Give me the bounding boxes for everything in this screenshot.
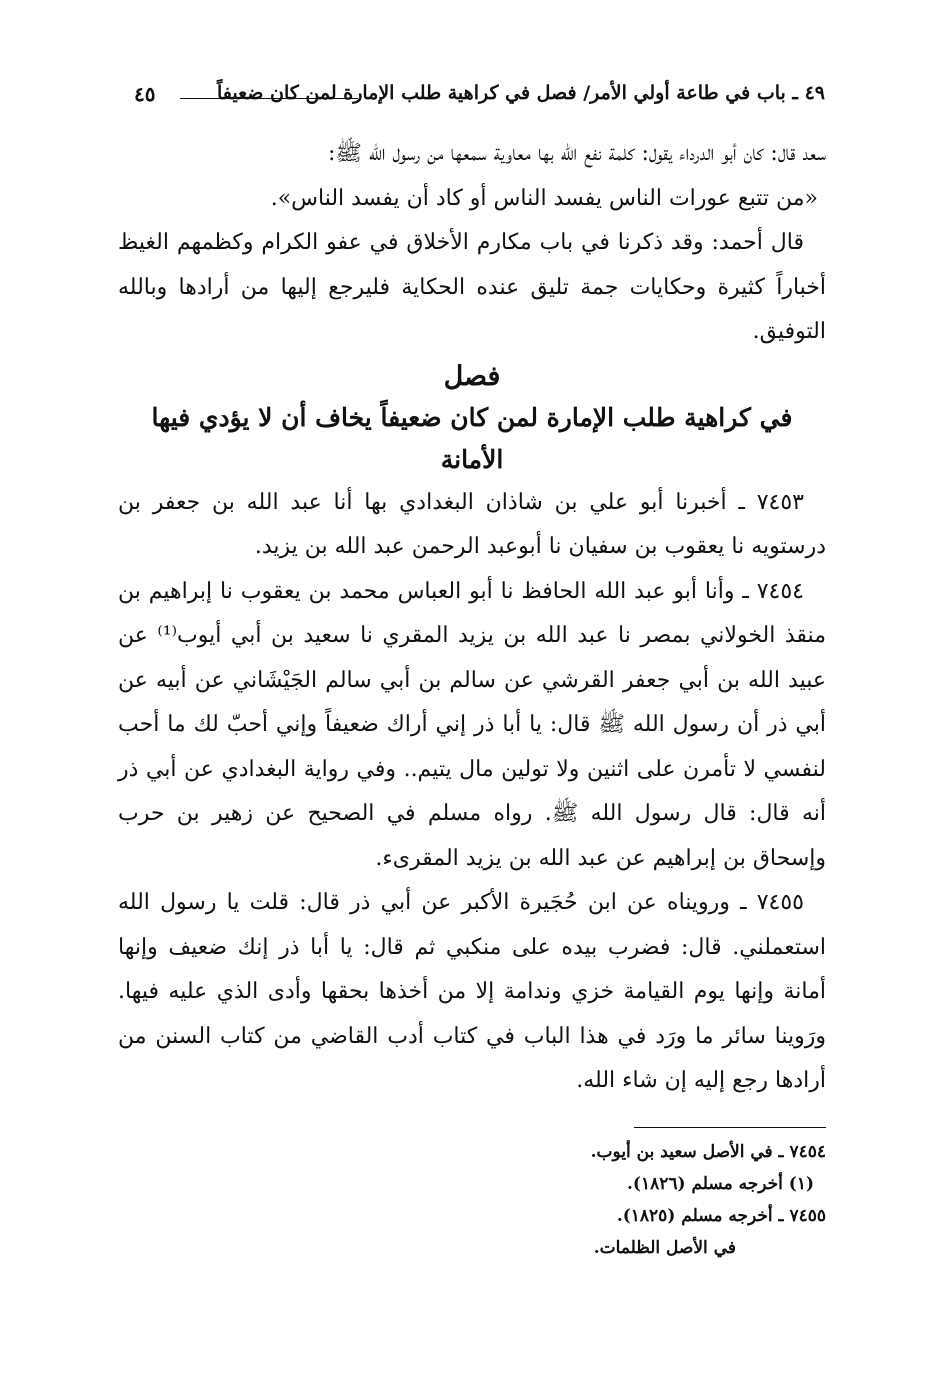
section-subtitle: في كراهية طلب الإمارة لمن كان ضعيفاً يخاف أن لا يؤدي فيها الأمانة (151, 402, 793, 474)
header-title: ٤٩ ـ باب في طاعة أولي الأمر/ فصل في كراهية طلب الإمارة لمن كان ضعيفاً (216, 82, 825, 104)
footnote-note: في الأصل الظلمات. (593, 1238, 736, 1258)
footnote-1: (١) أخرجه مسلم (١٨٢٦). (627, 1174, 814, 1194)
body-text (118, 132, 826, 1104)
footnote-7454: ٧٤٥٤ ـ في الأصل سعيد بن أيوب. (590, 1142, 826, 1162)
footnote-7455: ٧٤٥٥ ـ أخرجه مسلم (١٨٢٥). (616, 1206, 826, 1226)
header-rule (180, 98, 358, 99)
paragraph-1: سعد قال: كان أبو الدرداء يقول: كلمة نفع الله بها معاوية سمعها من رسول الله ﷺ: (327, 141, 826, 166)
paragraph-7453: ٧٤٥٣ ـ أخبرنا أبو علي بن شاذان البغدادي بها أنا عبد الله بن جعفر بن درستويه نا يعقوب بن سفيان نا أبوعبد الرحمن عبد الله بن يزيد. (118, 489, 826, 559)
section-title: فصل (443, 360, 501, 392)
paragraph-2: قال أحمد: وقد ذكرنا في باب مكارم الأخلاق في عفو الكرام وكظمهم الغيظ أخباراً كثيرة وحكايات جمة تليق عنده الحكاية فليرجع إليها من أرادها وبالله التوفيق. (118, 230, 826, 344)
footnotes (426, 1136, 826, 1264)
running-header (120, 82, 825, 122)
hadith-quote: «من تتبع عورات الناس يفسد الناس أو كاد أن يفسد الناس». (270, 185, 818, 211)
page-number: ٤٥ (134, 82, 156, 106)
paragraph-7455: ٧٤٥٥ ـ ورويناه عن ابن حُجَيرة الأكبر عن أبي ذر قال: قلت يا رسول الله استعملني. قال: فضرب بيده على منكبي ثم قال: يا أبا ذر إنك ضعيف وإنها أمانة وإنها يوم القيامة خزي وندامة إلا من أخذها بحقها وأدى الذي عليه فيها. ورَوينا سائر ما ورَد في هذا الباب في كتاب أدب القاضي من كتاب السنن من أرادها رجع إليه إن شاء الله. (118, 890, 826, 1093)
footnote-rule (634, 1127, 826, 1128)
paragraph-7454: ٧٤٥٤ ـ وأنا أبو عبد الله الحافظ نا أبو العباس محمد بن يعقوب نا إبراهيم بن منقذ الخولاني بمصر نا عبد الله بن يزيد المقري نا سعيد بن أبي أيوب⁽¹⁾ عن عبيد الله بن أبي جعفر القرشي عن سالم بن أبي سالم الجَيْشَاني عن أبيه عن أبي ذر أن رسول الله ﷺ قال: يا أبا ذر إني أراك ضعيفاً وإني أحبّ لك ما أحب لنفسي لا تأمرن على اثنين ولا تولين مال يتيم.. وفي رواية البغدادي عن أبي ذر أنه قال: قال رسول الله ﷺ. رواه مسلم في الصحيح عن زهير بن حرب وإسحاق بن إبراهيم عن عبد الله بن يزيد المقرىء. (118, 578, 826, 871)
